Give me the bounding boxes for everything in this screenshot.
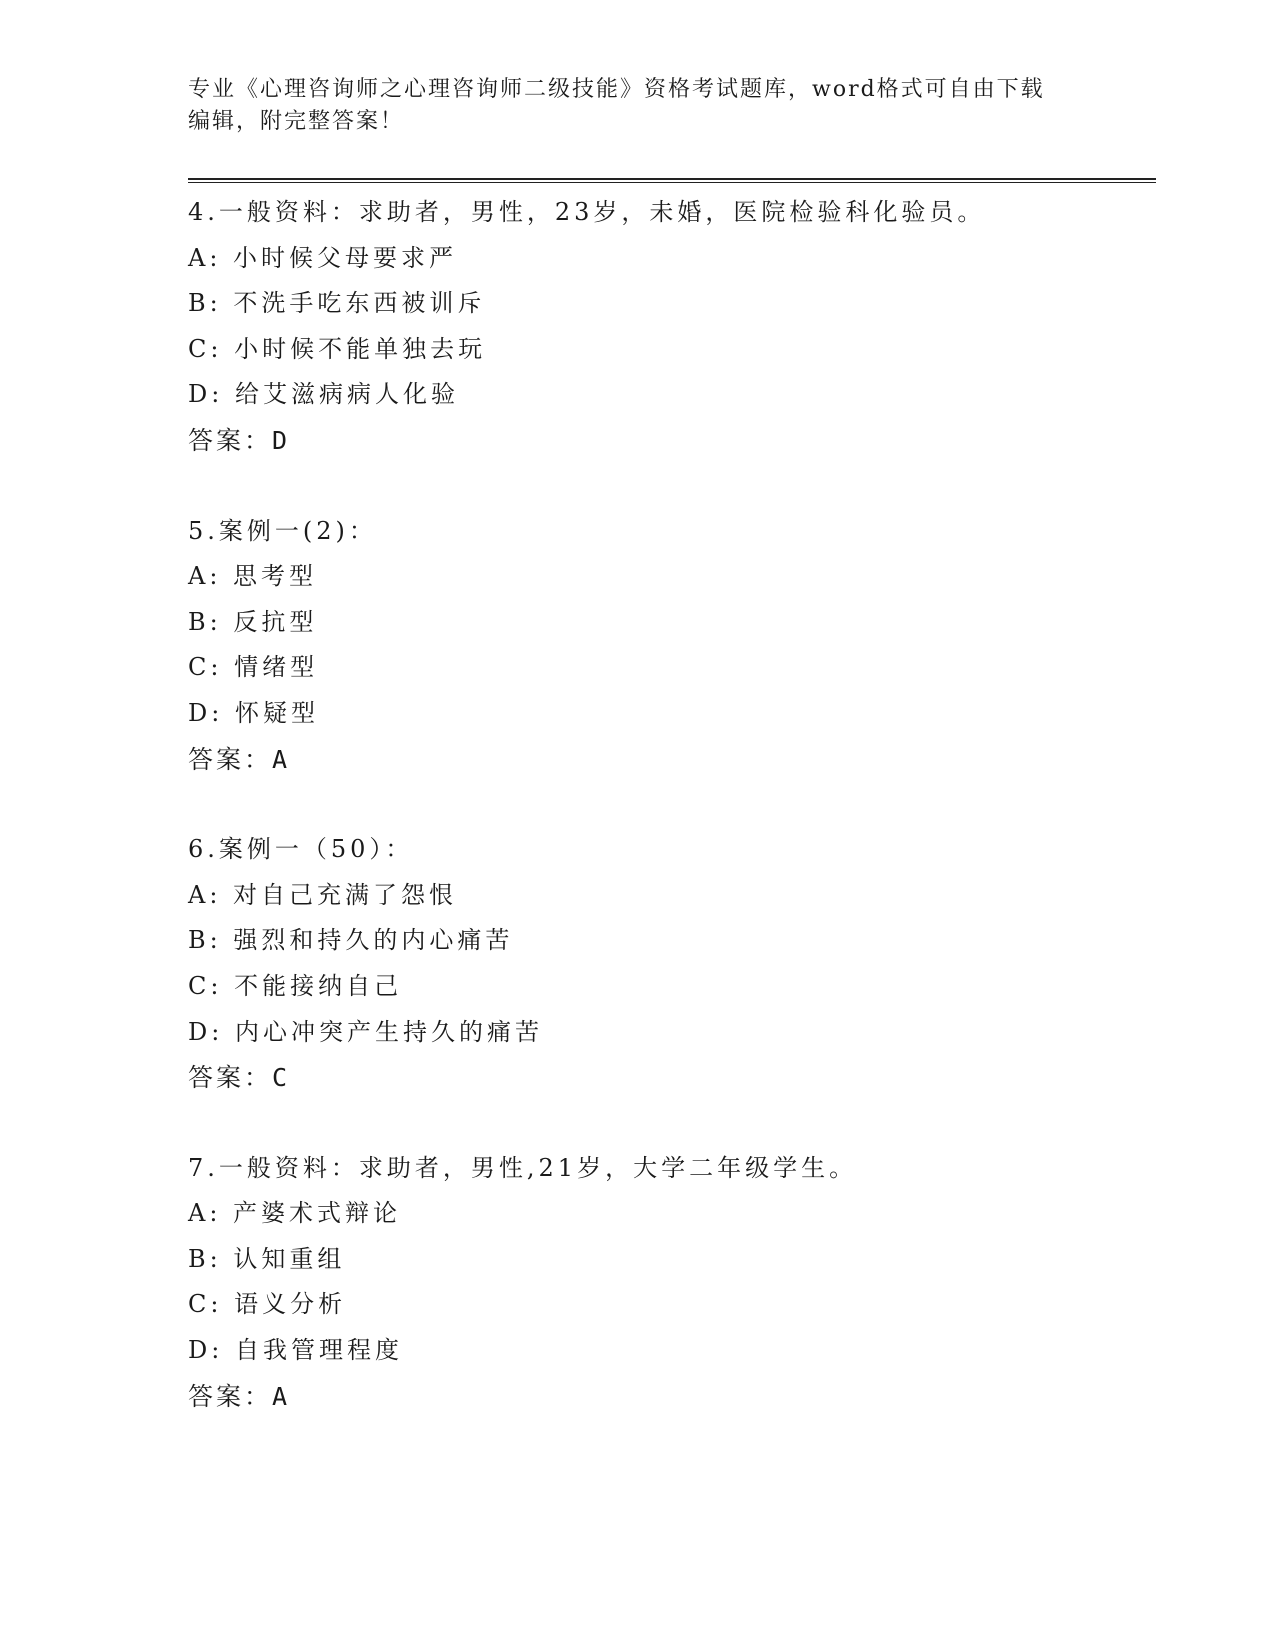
option-a: A: 小时候父母要求严: [188, 243, 458, 272]
document-header: [188, 74, 1088, 138]
option-b: B: 反抗型: [188, 607, 318, 636]
answer-value: A: [272, 1381, 291, 1411]
question-7: [188, 1146, 1168, 1420]
option-a: A: 思考型: [188, 562, 318, 591]
answer-line: [188, 1055, 1168, 1101]
option-b: B: 强烈和持久的内心痛苦: [188, 926, 514, 955]
answer-label: 答案：: [188, 1381, 273, 1411]
answer-line: [188, 418, 1168, 464]
answer-line: [188, 737, 1168, 783]
header-line-1: 专业《心理咨询师之心理咨询师二级技能》资格考试题库，word格式可自由下载: [188, 77, 1045, 102]
option-c: C: 不能接纳自己: [188, 971, 403, 1000]
question-stem: 4.一般资料：求助者，男性，23岁，未婚，医院检验科化验员。: [188, 198, 986, 226]
answer-label: 答案：: [188, 425, 273, 455]
option-d: D: 内心冲突产生持久的痛苦: [188, 1017, 543, 1046]
answer-value: A: [272, 744, 291, 774]
answer-label: 答案：: [188, 1063, 273, 1093]
question-stem: 6.案例一（50）：: [188, 835, 414, 864]
question-6: [188, 827, 1168, 1101]
answer-value: D: [272, 425, 291, 455]
option-b: B: 不洗手吃东西被训斥: [188, 289, 486, 318]
answer-line: [188, 1374, 1168, 1420]
question-4: [188, 190, 1168, 464]
option-a: A: 对自己充满了怨恨: [188, 880, 458, 909]
header-line-2: 编辑，附完整答案！: [188, 109, 405, 134]
option-d: D: 自我管理程度: [188, 1336, 403, 1365]
option-d: D: 怀疑型: [188, 698, 319, 727]
question-stem: 7.一般资料：求助者，男性,21岁，大学二年级学生。: [188, 1153, 858, 1182]
question-list: [188, 190, 1168, 1464]
question-stem: 5.案例一(2)：: [188, 516, 377, 545]
answer-label: 答案：: [188, 744, 273, 774]
header-divider: [188, 178, 1156, 183]
option-c: C: 语义分析: [188, 1290, 347, 1319]
option-b: B: 认知重组: [188, 1244, 346, 1273]
question-5: [188, 509, 1168, 783]
option-c: C: 小时候不能单独去玩: [188, 334, 487, 363]
option-a: A: 产婆术式辩论: [188, 1199, 402, 1228]
option-d: D: 给艾滋病病人化验: [188, 380, 459, 409]
answer-value: C: [272, 1063, 291, 1093]
option-c: C: 情绪型: [188, 653, 319, 682]
